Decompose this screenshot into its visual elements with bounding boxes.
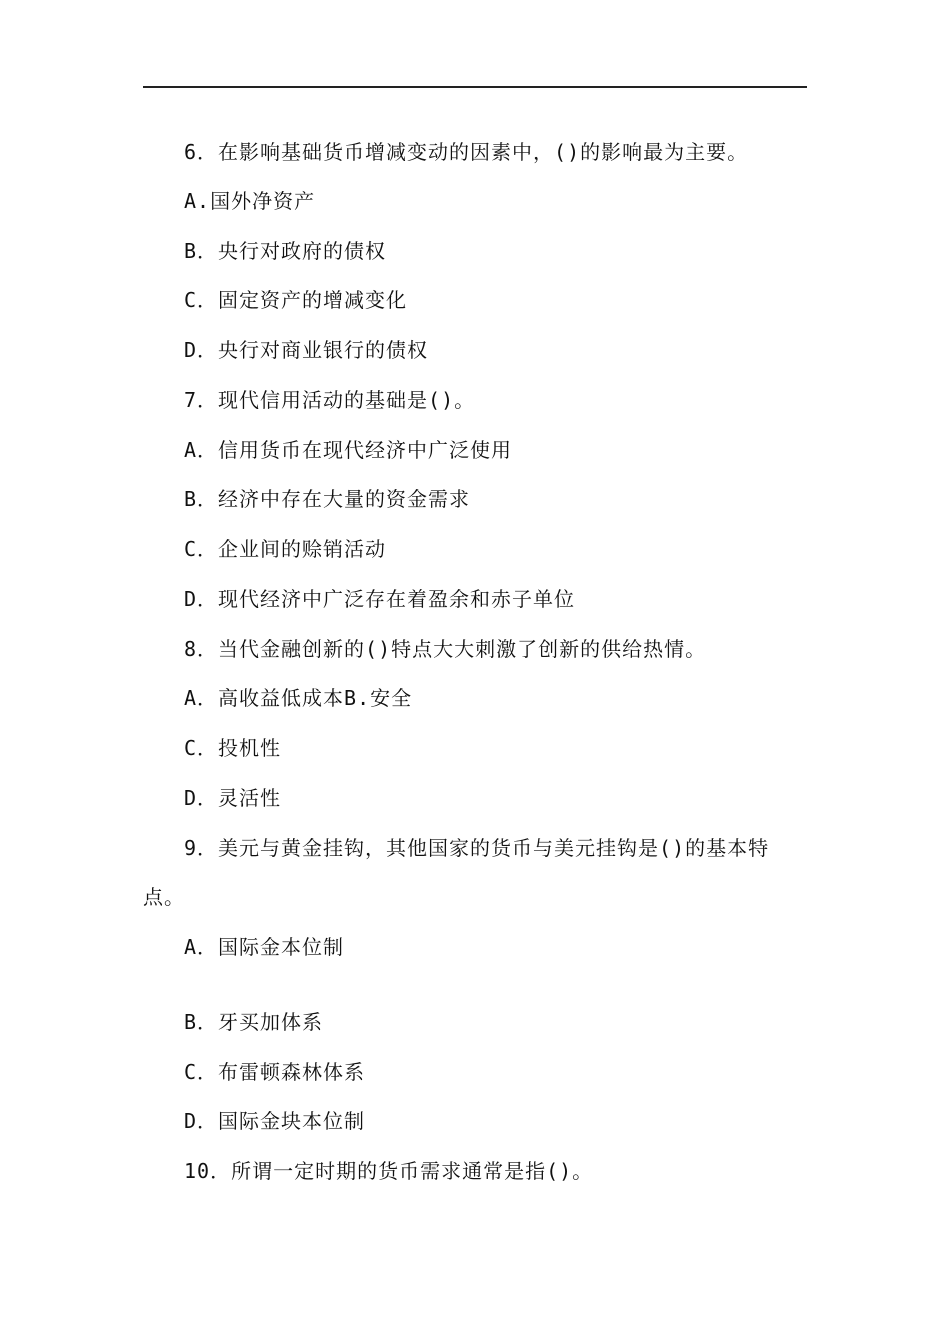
question-7-option-c: C．企业间的赊销活动 — [184, 537, 387, 561]
question-8-option-c: C．投机性 — [184, 736, 282, 760]
question-6-stem: 6．在影响基础货币增减变动的因素中，()的影响最为主要。 — [184, 140, 749, 164]
question-6-option-d: D．央行对商业银行的债权 — [184, 338, 429, 362]
question-9-option-d: D．国际金块本位制 — [184, 1109, 366, 1133]
question-8-stem: 8．当代金融创新的()特点大大刺激了创新的供给热情。 — [184, 637, 707, 661]
question-6-option-c: C．固定资产的增减变化 — [184, 288, 408, 312]
question-9-stem-continued: 点。 — [143, 885, 185, 909]
question-9-option-a: A．国际金本位制 — [184, 935, 345, 959]
question-9-stem: 9．美元与黄金挂钩，其他国家的货币与美元挂钩是()的基本特 — [184, 836, 770, 860]
question-9-option-b: B．牙买加体系 — [184, 1010, 324, 1034]
question-7-stem: 7．现代信用活动的基础是()。 — [184, 388, 476, 412]
question-7-option-d: D．现代经济中广泛存在着盈余和赤子单位 — [184, 587, 576, 611]
question-8-option-d: D．灵活性 — [184, 786, 282, 810]
header-rule — [143, 86, 807, 88]
question-9-option-c: C．布雷顿森林体系 — [184, 1060, 366, 1084]
question-6-option-b: B．央行对政府的债权 — [184, 239, 387, 263]
question-7-option-a: A．信用货币在现代经济中广泛使用 — [184, 438, 513, 462]
question-8-option-a: A．高收益低成本B.安全 — [184, 686, 413, 710]
question-10-stem: 10．所谓一定时期的货币需求通常是指()。 — [184, 1159, 594, 1183]
question-6-option-a: A.国外净资产 — [184, 189, 316, 213]
question-7-option-b: B．经济中存在大量的资金需求 — [184, 487, 471, 511]
